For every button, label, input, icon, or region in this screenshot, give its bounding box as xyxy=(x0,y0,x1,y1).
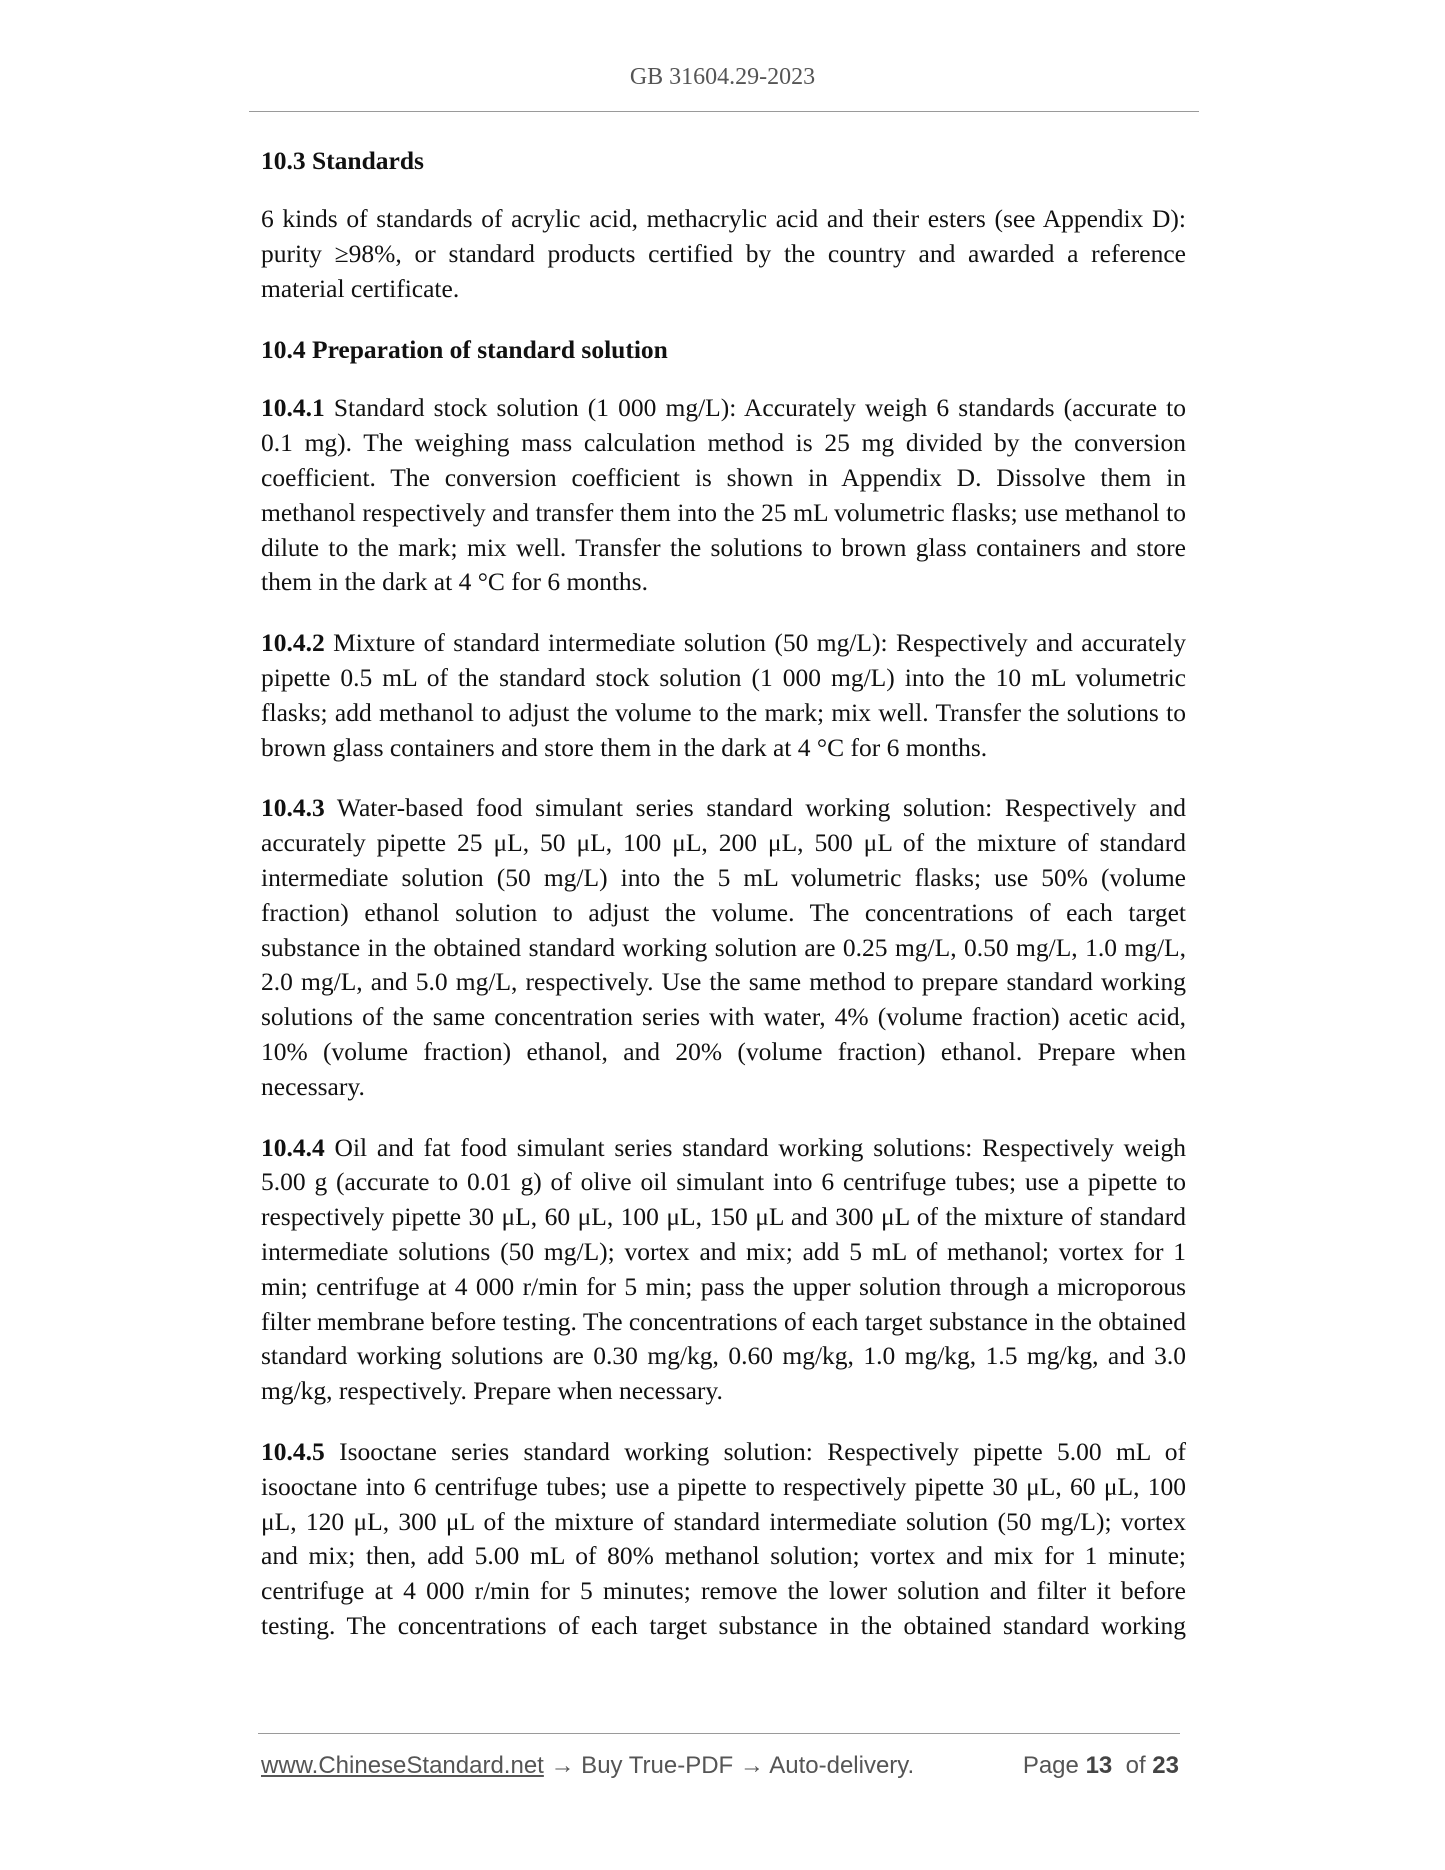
website-link[interactable]: www.ChineseStandard.net xyxy=(261,1752,544,1779)
page-content xyxy=(261,143,1186,1670)
paragraph-text: Standard stock solution (1 000 mg/L): Accurately weigh 6 standards (accurate to 0.1 mg). The weighing mass calculation method is 25 mg divided by the conversion coefficient. The conversion coefficient is shown in Appendix D. Dissolve them in methanol respectively and transfer them into the 25 mL volumetric flasks; use methanol to dilute to the mark; mix well. Transfer the solutions to brown glass containers and store them in the dark at 4 °C for 6 months. xyxy=(261,393,1186,597)
clause-number: 10.4.1 xyxy=(261,393,325,423)
paragraph-text: Oil and fat food simulant series standard working solutions: Respectively weigh 5.00 g (accurate to 0.01 g) of olive oil simulant into 6 centrifuge tubes; use a pipette to respectively pipette 30 μL, 60 μL, 100 μL, 150 μL and 300 μL of the mixture of standard intermediate solutions (50 mg/L); vortex and mix; add 5 mL of methanol; vortex for 1 min; centrifuge at 4 000 r/min for 5 min; pass the upper solution through a microporous filter membrane before testing. The concentrations of each target substance in the obtained standard working solutions are 0.30 mg/kg, 0.60 mg/kg, 1.0 mg/kg, 1.5 mg/kg, and 3.0 mg/kg, respectively. Prepare when necessary. xyxy=(261,1132,1186,1406)
document-header-title: GB 31604.29-2023 xyxy=(629,64,816,90)
paragraph-10-4-3 xyxy=(261,791,1186,1104)
footer-promo xyxy=(261,1752,914,1780)
section-10-4 xyxy=(261,332,1186,1643)
paragraph-text: Water-based food simulant series standard working solution: Respectively and accurately pipette 25 μL, 50 μL, 100 μL, 200 μL, 500 μL of the mixture of standard intermediate solution (50 mg/L) into the 5 mL volumetric flasks; use 50% (volume fraction) ethanol solution to adjust the volume. The concentrations of each target substance in the obtained standard working solution are 0.25 mg/L, 0.50 mg/L, 1.0 mg/L, 2.0 mg/L, and 5.0 mg/L, respectively. Use the same method to prepare standard working solutions of the same concentration series with water, 4% (volume fraction) acetic acid, 10% (volume fraction) ethanol, and 20% (volume fraction) ethanol. Prepare when necessary. xyxy=(261,793,1186,1101)
page-label: Page xyxy=(1022,1752,1079,1779)
paragraph-10-4-5 xyxy=(261,1435,1186,1644)
clause-number: 10.4.2 xyxy=(261,628,325,658)
paragraph-10-4-1 xyxy=(261,391,1186,600)
paragraph xyxy=(261,202,1186,306)
footer-tagline: → Buy True-PDF → Auto-delivery. xyxy=(543,1752,915,1779)
paragraph-text: Mixture of standard intermediate solution (50 mg/L): Respectively and accurately pipette 0.5 mL of the standard stock solution (1 000 mg/L) into the 10 mL volumetric flasks; add methanol to adjust the volume to the mark; mix well. Transfer the solutions to brown glass containers and store them in the dark at 4 °C for 6 months. xyxy=(261,628,1186,762)
paragraph-text: 6 kinds of standards of acrylic acid, methacrylic acid and their esters (see Appendix D): purity ≥98%, or standard products certified by the country and awarded a reference material certificate. xyxy=(261,204,1186,303)
section-10-3 xyxy=(261,143,1186,306)
paragraph-10-4-2 xyxy=(261,626,1186,765)
footer-divider xyxy=(258,1733,1180,1734)
clause-number: 10.4.3 xyxy=(261,793,325,823)
paragraph-10-4-4 xyxy=(261,1131,1186,1409)
page-footer xyxy=(261,1752,1179,1780)
section-heading: 10.3 Standards xyxy=(261,146,424,175)
header-divider xyxy=(249,111,1199,112)
page-of-label: of xyxy=(1125,1752,1146,1779)
paragraph-text: Isooctane series standard working solution: Respectively pipette 5.00 mL of isooctane into 6 centrifuge tubes; use a pipette to respectively pipette 30 μL, 60 μL, 100 μL, 120 μL, 300 μL of the mixture of standard intermediate solution (50 mg/L); vortex and mix; then, add 5.00 mL of 80% methanol solution; vortex and mix for 1 minute; centrifuge at 4 000 r/min for 5 minutes; remove the lower solution and filter it before testing. The concentrations of each target substance in the obtained standard working xyxy=(261,1436,1186,1640)
page-total: 23 xyxy=(1152,1752,1179,1779)
section-heading: 10.4 Preparation of standard solution xyxy=(261,335,668,365)
clause-number: 10.4.4 xyxy=(261,1132,325,1162)
clause-number: 10.4.5 xyxy=(261,1436,325,1466)
page-current: 13 xyxy=(1085,1752,1113,1779)
page-indicator xyxy=(1023,1752,1179,1780)
